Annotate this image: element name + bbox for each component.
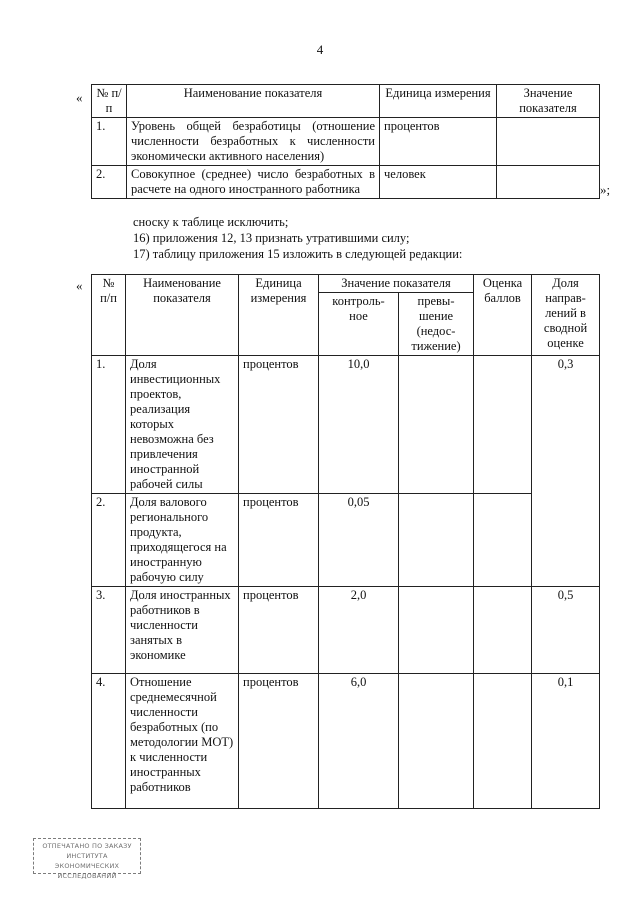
paragraph-17: 17) таблицу приложения 15 изложить в следующей редакции: — [133, 247, 463, 261]
indicator-name: Уровень общей безработицы (отношение численности безработных к численности экономически активного населения) — [127, 118, 380, 166]
indicator-share: 0,3 — [532, 356, 600, 494]
indicator-excess-value — [399, 494, 474, 587]
row-number: 2. — [92, 166, 127, 199]
row-number: 1. — [92, 118, 127, 166]
table1-header-unit: Единица измерения — [380, 85, 497, 118]
indicator-score — [474, 674, 532, 809]
paragraph-footnote: сноску к таблице исключить; — [133, 215, 289, 229]
indicator-control-value: 2,0 — [319, 587, 399, 674]
indicator-share: 0,5 — [532, 587, 600, 674]
print-stamp — [33, 838, 141, 880]
indicator-unit: процентов — [239, 356, 319, 494]
table2-header-control: контроль-ное — [319, 293, 399, 356]
stamp-line-2: ИНСТИТУТА ЭКОНОМИЧЕСКИХ — [54, 852, 120, 870]
table2-header-num: № п/п — [92, 275, 126, 356]
indicator-unit: процентов — [239, 674, 319, 809]
stamp-line-3: ИССЛЕДОВАНИЙ — [57, 872, 117, 880]
table2-header-name: Наименование показателя — [126, 275, 239, 356]
indicator-unit: человек — [380, 166, 497, 199]
table1-header-name: Наименование показателя — [127, 85, 380, 118]
indicator-name: Доля валового регионального продукта, приходящегося на иностранную рабочую силу — [126, 494, 239, 587]
indicator-control-value: 0,05 — [319, 494, 399, 587]
table1-header-num: № п/п — [92, 85, 127, 118]
table2-header-row-1 — [92, 275, 600, 293]
row-number: 1. — [92, 356, 126, 494]
indicator-excess-value — [399, 587, 474, 674]
table2-header-excess: превы-шение (недос-тижение) — [399, 293, 474, 356]
open-quote-2: « — [76, 278, 83, 293]
table-row — [92, 674, 600, 809]
row-number: 3. — [92, 587, 126, 674]
indicator-unit: процентов — [239, 494, 319, 587]
table1-header-row — [92, 85, 600, 118]
table-row — [92, 118, 600, 166]
indicator-control-value: 6,0 — [319, 674, 399, 809]
indicator-name: Доля инвестиционных проектов, реализация которых невозможна без привлечения иностранной рабочей силы — [126, 356, 239, 494]
indicators-table-1 — [91, 84, 600, 199]
table-row — [92, 587, 600, 674]
indicator-unit: процентов — [239, 587, 319, 674]
indicator-value — [497, 166, 600, 199]
indicator-name: Совокупное (среднее) число безработных в расчете на одного иностранного работника — [127, 166, 380, 199]
indicator-value — [497, 118, 600, 166]
indicator-name: Отношение среднемесячной численности безработных (по методологии МОТ) к численности иностранных работников — [126, 674, 239, 809]
row-number: 4. — [92, 674, 126, 809]
indicators-table-2 — [91, 274, 600, 809]
table2-header-score: Оценка баллов — [474, 275, 532, 356]
table2-header-value-group: Значение показателя — [319, 275, 474, 293]
stamp-line-1: ОТПЕЧАТАНО ПО ЗАКАЗУ — [42, 842, 132, 850]
indicator-control-value: 10,0 — [319, 356, 399, 494]
table-row — [92, 356, 600, 494]
indicator-share: 0,1 — [532, 674, 600, 809]
paragraph-16: 16) приложения 12, 13 признать утратившими силу; — [133, 231, 410, 245]
page-number: 4 — [316, 42, 324, 57]
row-number: 2. — [92, 494, 126, 587]
open-quote-1: « — [76, 90, 83, 105]
indicator-excess-value — [399, 674, 474, 809]
indicator-score — [474, 587, 532, 674]
indicator-excess-value — [399, 356, 474, 494]
indicator-unit: процентов — [380, 118, 497, 166]
table2-header-share: Доля направ-лений в сводной оценке — [532, 275, 600, 356]
table2-header-unit: Единица измерения — [239, 275, 319, 356]
table1-header-value: Значение показателя — [497, 85, 600, 118]
table-row — [92, 494, 600, 587]
table-row — [92, 166, 600, 199]
indicator-share — [532, 494, 600, 587]
indicator-name: Доля иностранных работников в численности занятых в экономике — [126, 587, 239, 674]
indicator-score — [474, 356, 532, 494]
indicator-score — [474, 494, 532, 587]
close-quote-1: »; — [600, 182, 611, 197]
